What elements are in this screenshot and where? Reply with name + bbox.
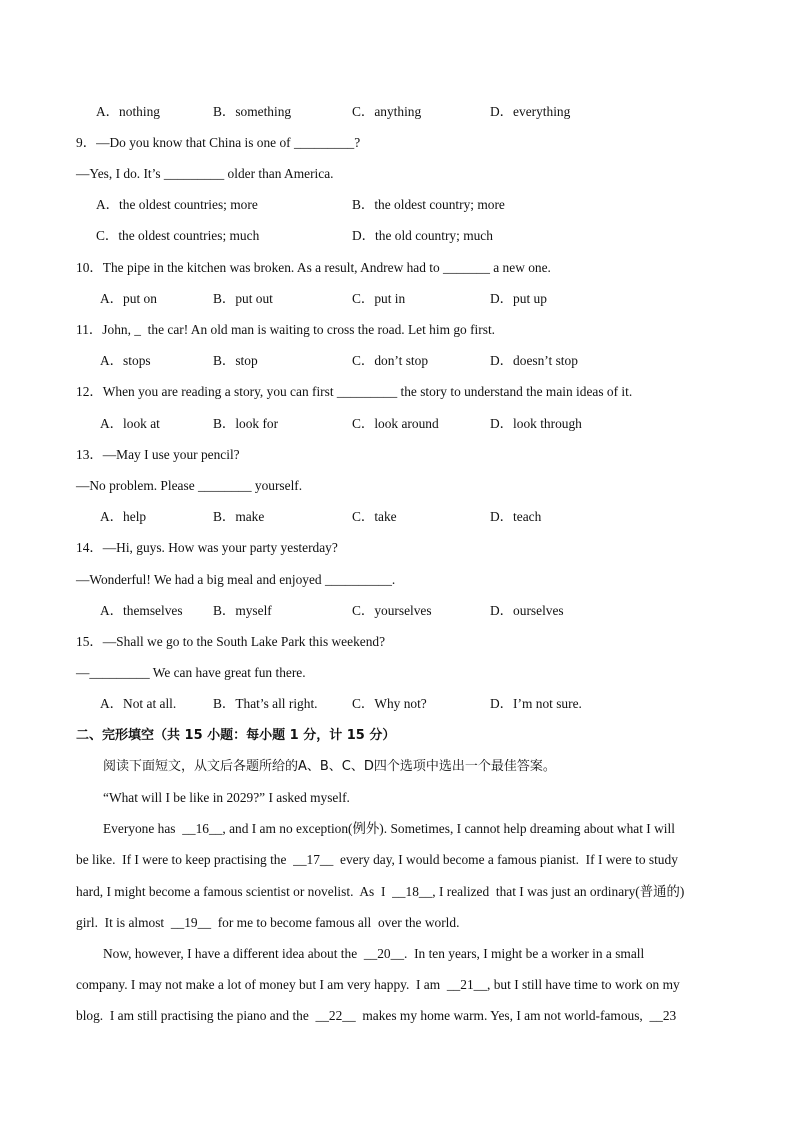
q11-option-d[interactable]: D．doesn’t stop [490,353,578,368]
passage-line-2: Everyone has __16__, and I am no exception(例外). Sometimes, I cannot help dreaming about what I will [103,821,675,836]
q10-stem: 10．The pipe in the kitchen was broken. As a result, Andrew had to _______ a new one. [76,260,551,275]
section-instruction: 阅读下面短文，从文后各题所给的A、B、C、D四个选项中选出一个最佳答案。 [103,759,556,774]
q9-reply: —Yes, I do. It’s _________ older than America. [76,166,334,181]
q15-option-d[interactable]: D．I’m not sure. [490,696,582,711]
passage-line-7: company. I may not make a lot of money but I am very happy. I am __21__, but I still have time to work on my [76,977,680,992]
q11-option-a[interactable]: A．stops [100,353,151,368]
q10-option-c[interactable]: C．put in [352,291,406,306]
passage-line-3: be like. If I were to keep practising the __17__ every day, I would become a famous pianist. If I were to study [76,852,678,867]
q8-option-a[interactable]: A．nothing [96,104,160,119]
q14-stem: 14．—Hi, guys. How was your party yesterday? [76,540,338,555]
q10-option-b[interactable]: B．put out [213,291,273,306]
q15-reply: —_________ We can have great fun there. [76,665,306,680]
q14-option-d[interactable]: D．ourselves [490,603,564,618]
q14-option-c[interactable]: C．yourselves [352,603,432,618]
q8-option-b[interactable]: B．something [213,104,292,119]
q12-option-c[interactable]: C．look around [352,416,439,431]
passage-line-1: “What will I be like in 2029?” I asked myself. [103,790,350,805]
q13-option-d[interactable]: D．teach [490,509,542,524]
q13-stem: 13．—May I use your pencil? [76,447,240,462]
q9-option-a[interactable]: A．the oldest countries; more [96,197,258,212]
q8-option-d[interactable]: D．everything [490,104,571,119]
q9-option-c[interactable]: C．the oldest countries; much [96,228,260,243]
q13-option-c[interactable]: C．take [352,509,397,524]
q9-option-b[interactable]: B．the oldest country; more [352,197,505,212]
q12-option-b[interactable]: B．look for [213,416,279,431]
q10-option-a[interactable]: A．put on [100,291,157,306]
q12-option-a[interactable]: A．look at [100,416,160,431]
q15-stem: 15．—Shall we go to the South Lake Park this weekend? [76,634,386,649]
passage-line-8: blog. I am still practising the piano and the __22__ makes my home warm. Yes, I am not world-famous, __23 [76,1008,677,1023]
q9-stem: 9．—Do you know that China is one of _________? [76,135,361,150]
q14-option-a[interactable]: A．themselves [100,603,183,618]
passage-line-5: girl. It is almost __19__ for me to become famous all over the world. [76,915,460,930]
q13-option-b[interactable]: B．make [213,509,265,524]
q13-reply: —No problem. Please ________ yourself. [76,478,303,493]
section-heading: 二、完形填空（共 15 小题：每小题 1 分，计 15 分） [76,728,396,743]
q15-option-a[interactable]: A．Not at all. [100,696,177,711]
q13-option-a[interactable]: A．help [100,509,147,524]
q11-stem: 11．John, _ the car! An old man is waiting to cross the road. Let him go first. [76,322,496,337]
q8-option-c[interactable]: C．anything [352,104,422,119]
q11-option-b[interactable]: B．stop [213,353,258,368]
q9-option-d[interactable]: D．the old country; much [352,228,493,243]
passage-line-6: Now, however, I have a different idea about the __20__. In ten years, I might be a worker in a small [103,946,645,961]
q14-reply: —Wonderful! We had a big meal and enjoyed __________. [76,572,396,587]
passage-line-4: hard, I might become a famous scientist or novelist. As I __18__, I realized that I was just an ordinary(普通的) [76,884,685,899]
q15-option-c[interactable]: C．Why not? [352,696,427,711]
q10-option-d[interactable]: D．put up [490,291,547,306]
q12-stem: 12．When you are reading a story, you can first _________ the story to understand the main ideas of it. [76,384,633,399]
q12-option-d[interactable]: D．look through [490,416,582,431]
q15-option-b[interactable]: B．That’s all right. [213,696,318,711]
q14-option-b[interactable]: B．myself [213,603,272,618]
q11-option-c[interactable]: C．don’t stop [352,353,429,368]
